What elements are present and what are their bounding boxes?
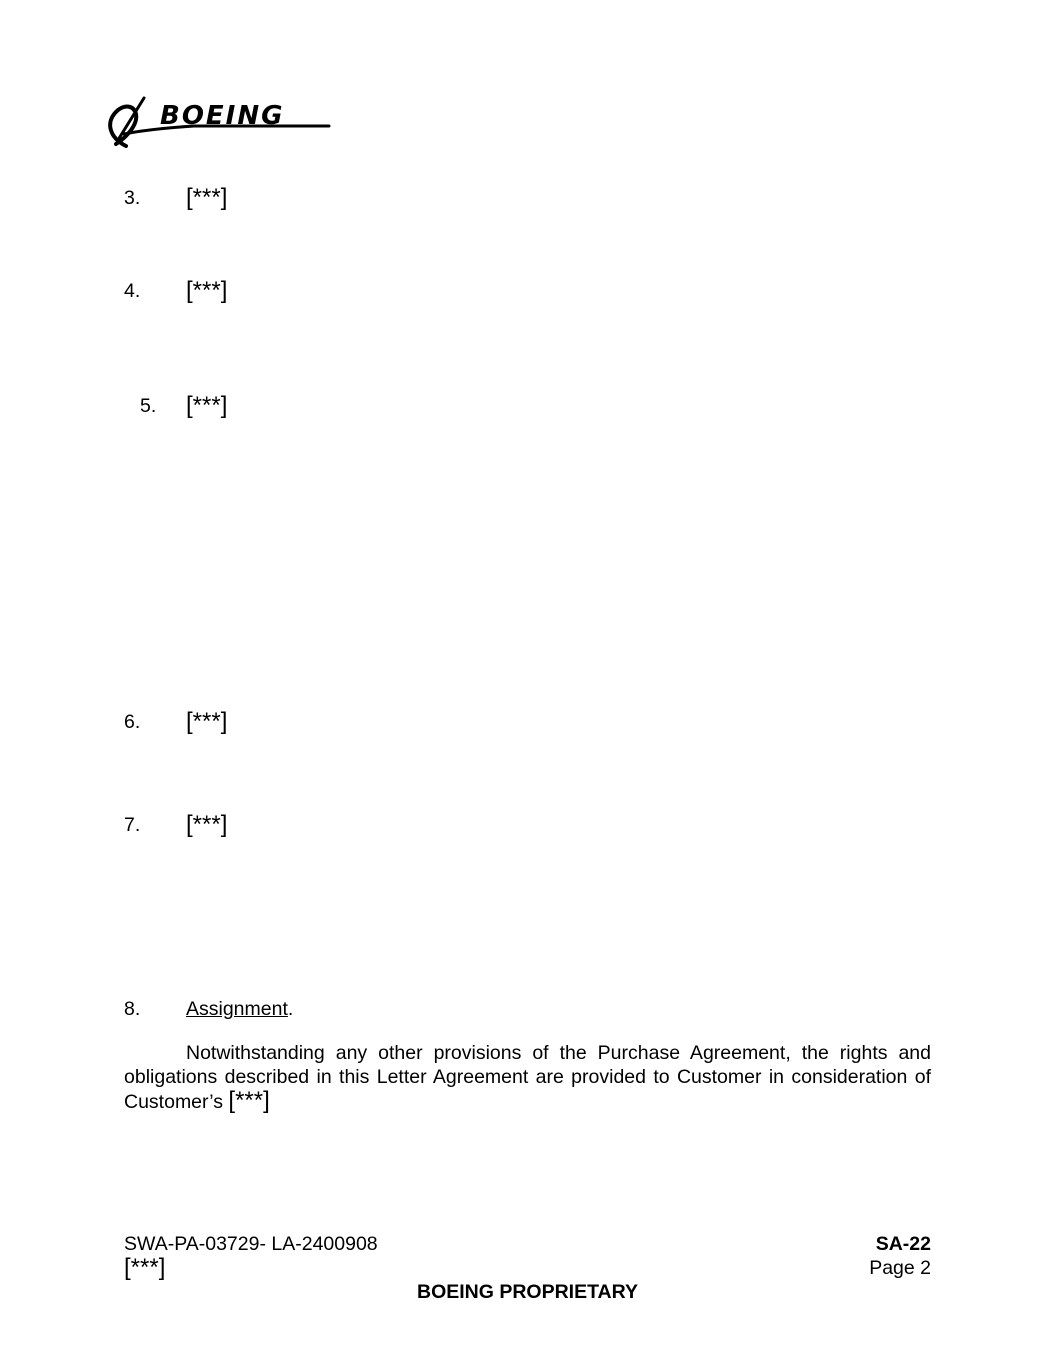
redaction: [***] [228, 1087, 270, 1114]
item-number: 7. [124, 813, 141, 836]
redaction: [***] [186, 392, 228, 419]
boeing-wordmark: BOEING [160, 101, 285, 131]
proprietary-notice: BOEING PROPRIETARY [416, 1281, 639, 1303]
redaction: [***] [186, 811, 228, 838]
item-number: 6. [124, 710, 141, 733]
document-id: SWA-PA-03729- LA-2400908 [124, 1233, 378, 1255]
item-7 [124, 809, 227, 841]
section-heading-wrap [186, 998, 293, 1021]
item-number: 4. [124, 279, 141, 302]
redaction: [***] [186, 708, 228, 735]
redaction: [***] [186, 184, 228, 211]
section-heading: Assignment [186, 997, 288, 1020]
item-3 [124, 182, 227, 214]
footer-redaction: [***] [124, 1254, 166, 1281]
page-number: Page 2 [869, 1257, 931, 1279]
supplement-number: SA-22 [875, 1233, 931, 1255]
item-4 [124, 275, 227, 307]
redaction: [***] [186, 277, 228, 304]
footer-left [124, 1232, 378, 1280]
paragraph-text: Notwithstanding any other provisions of the Purchase Agreement, the rights and obligations described in this Letter Agreement are provided to Customer in consideration of Customer’s [124, 1042, 931, 1113]
item-6 [124, 706, 227, 738]
heading-period: . [287, 997, 294, 1020]
boeing-logo-mark [104, 94, 334, 150]
item-number: 5. [140, 394, 157, 417]
item-number: 8. [124, 997, 141, 1020]
boeing-logo [104, 94, 334, 150]
item-number: 3. [124, 186, 141, 209]
assignment-paragraph [124, 1041, 931, 1114]
footer-right [869, 1232, 931, 1280]
section-8-heading [124, 993, 293, 1025]
item-5 [124, 390, 227, 422]
